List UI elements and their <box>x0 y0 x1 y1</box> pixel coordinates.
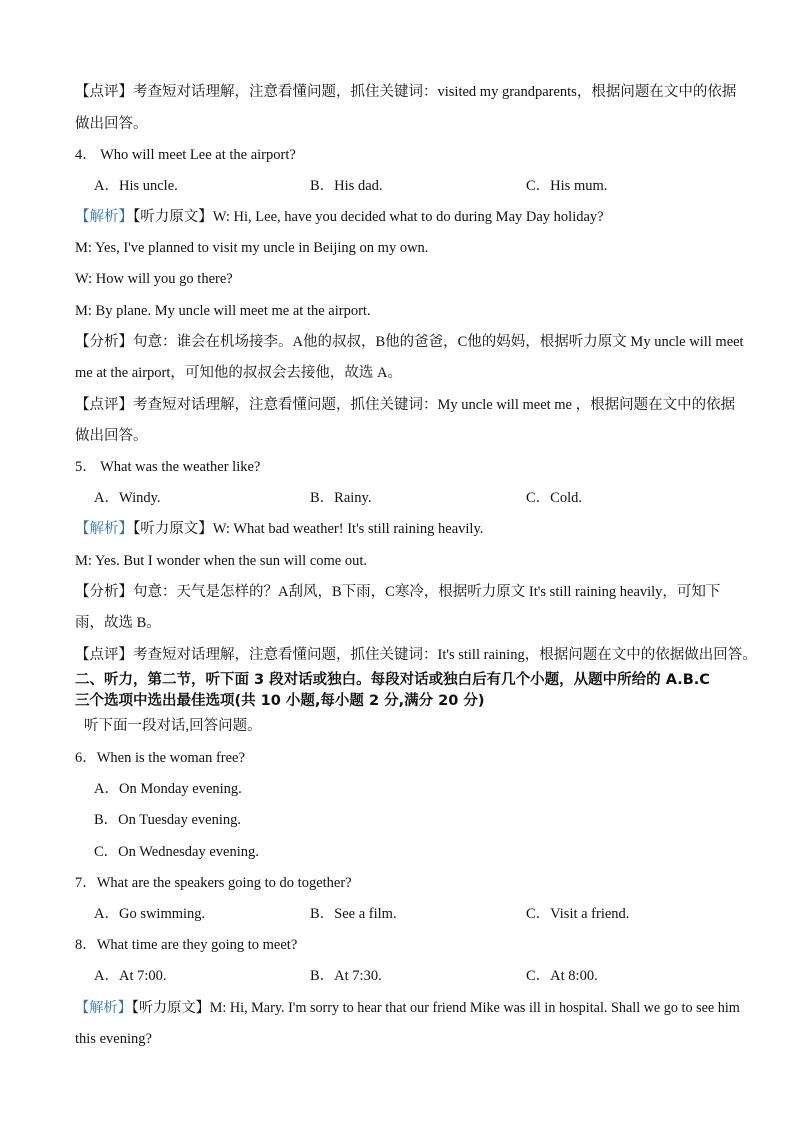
jiexi-tag: 【解析】 <box>75 521 133 537</box>
q5-transcript-line1: 【解析】【听力原文】W: What bad weather! It's still raining heavily. <box>75 521 484 537</box>
q4-option-b: B．His dad. <box>310 178 383 194</box>
comment-tag: 【点评】 <box>75 647 133 663</box>
transcript-tag: 【听力原文】 <box>133 209 213 225</box>
comment-tag: 【点评】 <box>75 84 133 100</box>
q8-question: 8．What time are they going to meet? <box>75 937 298 953</box>
q4-comment-line1: 【点评】考查短对话理解，注意看懂问题，抓住关键词：My uncle will meet me ，根据问题在文中的依据 <box>75 397 736 413</box>
q4-option-a: A．His uncle. <box>94 178 178 194</box>
transcript-tag: 【听力原文】 <box>133 521 213 537</box>
q8-transcript-line2: this evening? <box>75 1031 152 1047</box>
q8-option-c: C．At 8:00. <box>526 968 598 984</box>
section-heading-line1: 二、听力，第二节，听下面 3 段对话或独白。每段对话或独白后有几个小题，从题中所给的 A.B.C <box>75 672 710 688</box>
q3-comment-line2: 做出回答。 <box>75 116 148 132</box>
q8-transcript-line1: 【解析】【听力原文】M: Hi, Mary. I'm sorry to hear that our friend Mike was ill in hospital. Shall we go to see him <box>75 1000 740 1016</box>
section-heading-line2: 三个选项中选出最佳选项(共 10 小题,每小题 2 分,满分 20 分) <box>75 693 485 709</box>
q5-option-c: C．Cold. <box>526 490 582 506</box>
analysis-tag: 【分析】 <box>75 334 133 350</box>
q7-question: 7．What are the speakers going to do together? <box>75 875 352 891</box>
q8-option-a: A．At 7:00. <box>94 968 167 984</box>
q7-option-a: A．Go swimming. <box>94 906 206 922</box>
q7-option-b: B．See a film. <box>310 906 397 922</box>
q6-question: 6．When is the woman free? <box>75 750 245 766</box>
q5-option-b: B．Rainy. <box>310 490 372 506</box>
q6-option-c: C．On Wednesday evening. <box>94 844 259 860</box>
q4-transcript-line3: W: How will you go there? <box>75 271 233 287</box>
q4-comment-line2: 做出回答。 <box>75 428 148 444</box>
jiexi-tag: 【解析】 <box>75 1000 132 1016</box>
q3-comment-line1: 【点评】考查短对话理解，注意看懂问题，抓住关键词：visited my grandparents，根据问题在文中的依据 <box>75 84 737 100</box>
q6-option-b: B．On Tuesday evening. <box>94 812 242 828</box>
q4-analysis-line2: me at the airport，可知他的叔叔会去接他，故选 A。 <box>75 365 403 381</box>
q5-transcript-line2: M: Yes. But I wonder when the sun will come out. <box>75 553 367 569</box>
q5-comment-line1: 【点评】考查短对话理解，注意看懂问题，抓住关键词：It's still raining，根据问题在文中的依据做出回答。 <box>75 647 757 663</box>
q4-transcript-line1: 【解析】【听力原文】W: Hi, Lee, have you decided what to do during May Day holiday? <box>75 209 604 225</box>
transcript-tag: 【听力原文】 <box>131 1000 210 1016</box>
q5-analysis-line1: 【分析】句意：天气是怎样的？A刮风，B下雨，C寒冷，根据听力原文 It's still raining heavily，可知下 <box>75 584 721 600</box>
q4-question: 4． Who will meet Lee at the airport? <box>75 147 296 163</box>
q4-option-c: C．His mum. <box>526 178 608 194</box>
analysis-tag: 【分析】 <box>75 584 133 600</box>
q7-option-c: C．Visit a friend. <box>526 906 630 922</box>
q8-option-b: B．At 7:30. <box>310 968 382 984</box>
q4-transcript-line4: M: By plane. My uncle will meet me at the airport. <box>75 303 371 319</box>
comment-tag: 【点评】 <box>75 397 133 413</box>
q6-option-a: A．On Monday evening. <box>94 781 242 797</box>
q4-analysis-line1: 【分析】句意：谁会在机场接李。A他的叔叔，B他的爸爸，C他的妈妈，根据听力原文 My uncle will meet <box>75 334 744 350</box>
q5-question: 5． What was the weather like? <box>75 459 261 475</box>
section-instruction: 听下面一段对话,回答问题。 <box>84 718 262 734</box>
q5-option-a: A．Windy. <box>94 490 161 506</box>
q4-transcript-line2: M: Yes, I've planned to visit my uncle in Beijing on my own. <box>75 240 429 256</box>
q5-analysis-line2: 雨，故选 B。 <box>75 615 161 631</box>
jiexi-tag: 【解析】 <box>75 209 133 225</box>
